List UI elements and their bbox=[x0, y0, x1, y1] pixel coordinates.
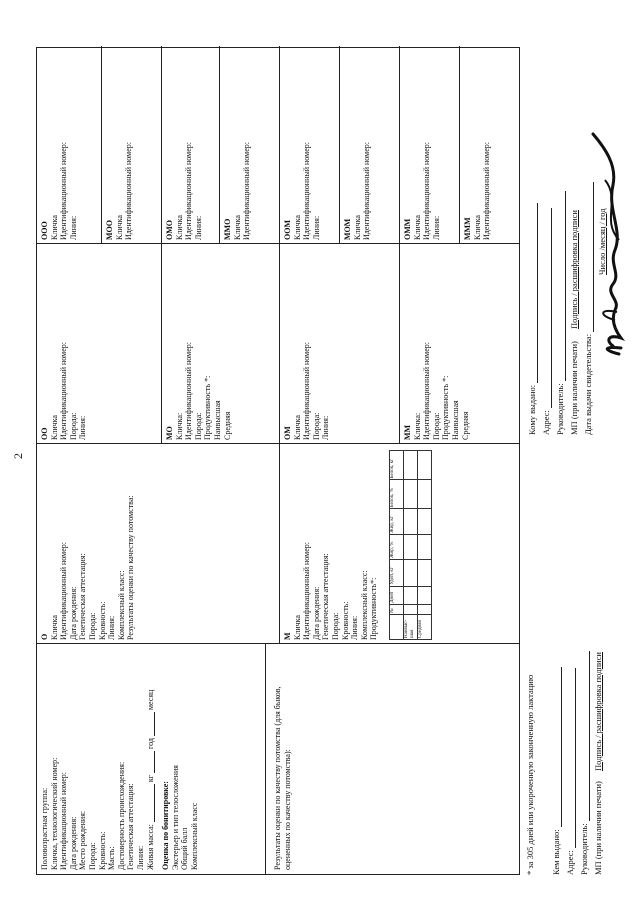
footnote: * за 305 дней или укороченную законченную лактацию bbox=[525, 674, 535, 875]
row-divider bbox=[399, 244, 400, 444]
column-divider bbox=[37, 643, 519, 644]
issuer-address-line: Адрес: bbox=[566, 668, 576, 875]
handwritten-signature bbox=[585, 130, 635, 360]
pedigree-table bbox=[36, 47, 520, 875]
ooo-info: ООО Кличка Идентификационный номер: Линия: bbox=[40, 142, 78, 240]
row-divider bbox=[279, 444, 280, 644]
oo-info: ОО Кличка Идентификационный номер: Порода: Линия: bbox=[40, 342, 88, 440]
recipient-stamp-line: МП (при наличии печати) Подпись / расшифровка подписи bbox=[569, 210, 579, 435]
row-divider bbox=[339, 46, 340, 244]
row-divider bbox=[459, 46, 460, 244]
issue-date-line: Дата выдачи свидетельства: bbox=[584, 182, 594, 435]
row-divider bbox=[279, 244, 280, 444]
recipient-address-line: Адрес: bbox=[542, 208, 552, 435]
row-divider bbox=[161, 46, 162, 244]
issued-by-line: Кем выдано: bbox=[552, 667, 562, 875]
row-divider bbox=[265, 644, 266, 874]
mother-productivity-table: № Дней Удой, кг Жир, % Жир, кг Белок, % Белок, кг Наивыс- шая Средняя bbox=[389, 450, 432, 640]
mmm-info: МММ Кличка Идентификационный номер: bbox=[463, 142, 492, 240]
row-divider bbox=[219, 46, 220, 244]
row-divider bbox=[161, 244, 162, 444]
om-info: ОМ Кличка Идентификационный номер: Порода: Линия: bbox=[283, 342, 331, 440]
issuer-stamp-line: МП (при наличии печати) Подпись / расшифровка подписи bbox=[593, 652, 603, 875]
row-divider bbox=[101, 46, 102, 244]
moo-info: МОО Кличка Идентификационный номер: bbox=[105, 142, 134, 240]
mm-info: ММ Кличка: Идентификационный номер: Порода: Продуктивность *: Наивысшая Средняя bbox=[403, 342, 470, 440]
animal-info: Половозрастная группа: Кличка, технологический номер: Идентификационный номер: Дата рождения: Место рождения: Порода: Кровность: Масть: Достоверность происхождения: Генетическая аттестация: Линия: Живая масса: кг год месяц Оценка по бонитировке: Экстерьер и тип телосложения Общий балл Комплексный класс bbox=[40, 648, 200, 870]
omm-info: ОММ Кличка Идентификационный номер: Линия: bbox=[403, 142, 441, 240]
mmo-info: ММО Кличка Идентификационный номер: bbox=[223, 142, 252, 240]
oom-info: ООМ Кличка Идентификационный номер: Линия: bbox=[283, 142, 321, 240]
issued-to-line: Кому выдано: bbox=[528, 203, 538, 435]
row-divider bbox=[399, 46, 400, 244]
row-divider bbox=[279, 46, 280, 244]
mom-info: МОМ Кличка Идентификационный номер: bbox=[343, 142, 372, 240]
mother-info: М Кличка Идентификационный номер: Дата рождения: Генетическая аттестация: Порода: Кровность: Линия: Комплексный класс: Продуктивность*: bbox=[283, 542, 379, 640]
page-number: 2 bbox=[11, 453, 25, 459]
omo-info: ОМО Кличка Идентификационный номер: Линия: bbox=[165, 142, 203, 240]
bonitation-title: Оценка по бонитировке: bbox=[161, 781, 171, 870]
live-weight-line: Живая масса: кг год месяц bbox=[145, 689, 155, 870]
offspring-results: Результаты оценки по качеству потомства (для быков, оцененных по качеству потомства): bbox=[273, 686, 292, 870]
mo-info: МО Кличка: Идентификационный номер: Порода: Продуктивность *: Наивысшая Средняя bbox=[165, 342, 232, 440]
date-caption: Число /месяц / год bbox=[597, 208, 607, 275]
issuer-head-line: Руководитель: bbox=[580, 651, 590, 875]
column-divider bbox=[37, 243, 519, 244]
father-info: О Кличка Идентификационный номер: Дата рождения: Генетическая аттестация: Порода: Кровность: Линия: Комплексный класс: Результаты оценки по качеству потомства: bbox=[40, 495, 136, 640]
column-divider bbox=[37, 443, 519, 444]
recipient-head-line: Руководитель: bbox=[556, 191, 566, 435]
